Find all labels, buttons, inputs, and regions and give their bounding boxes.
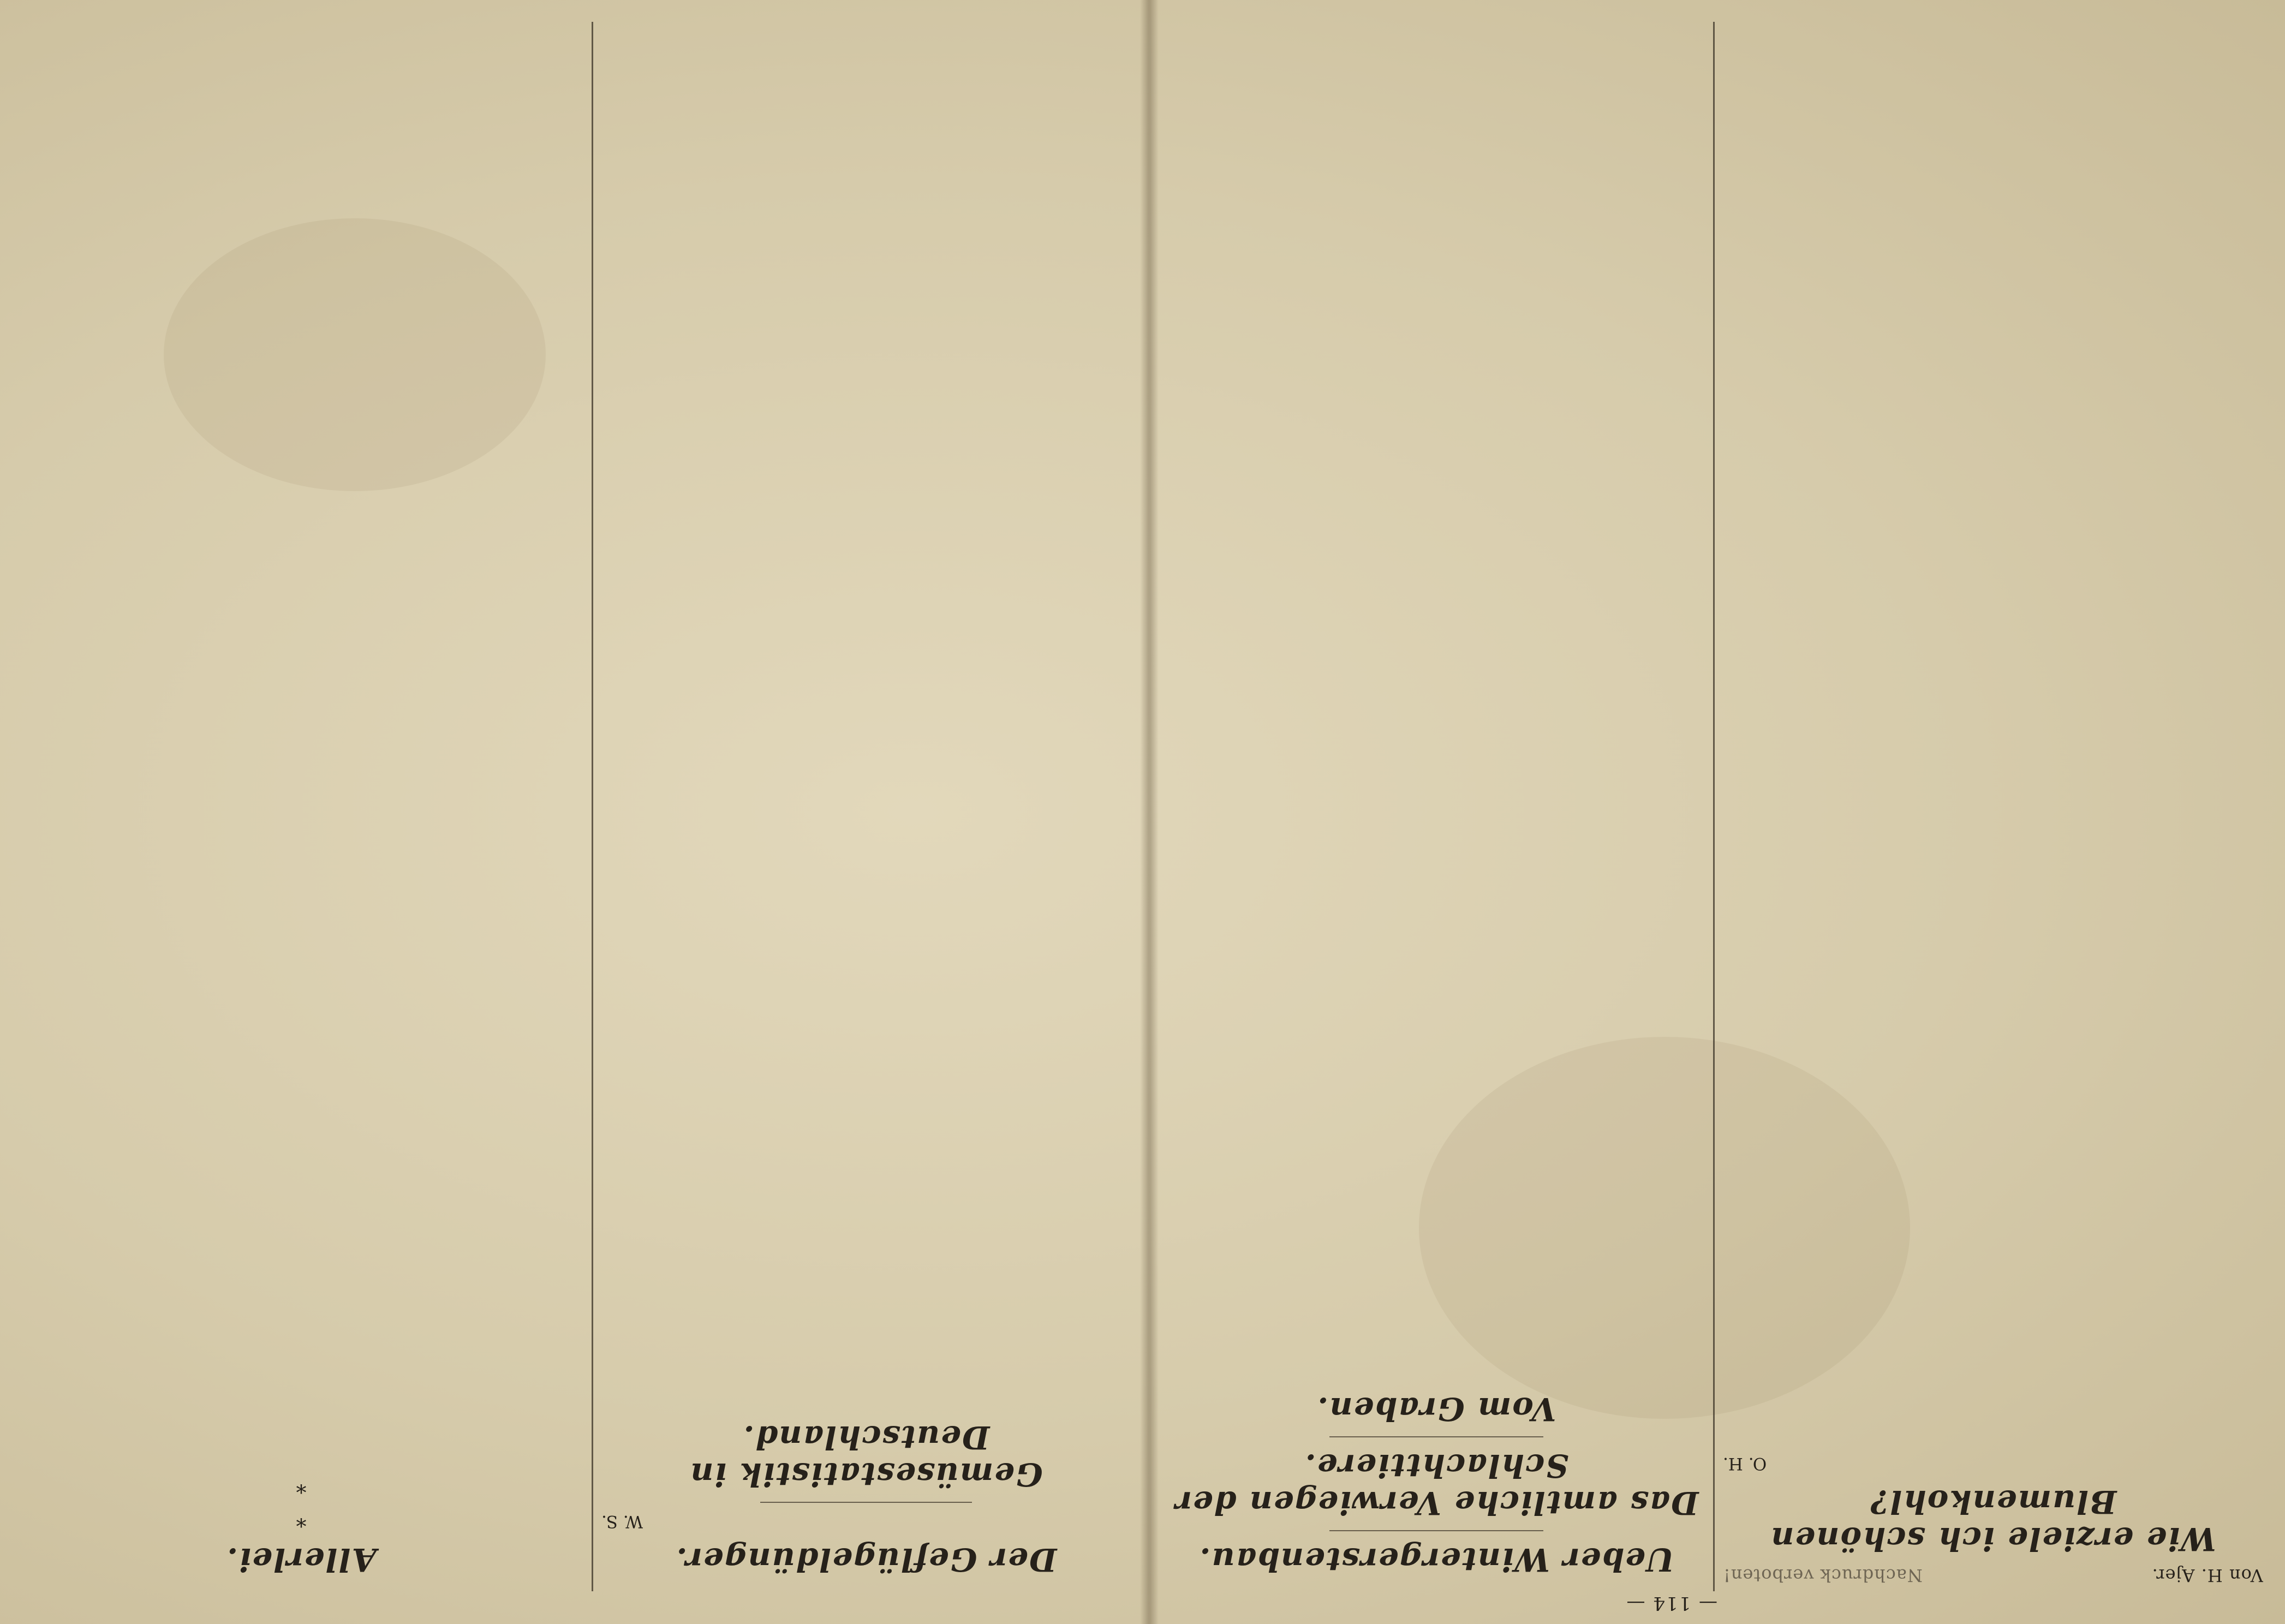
- section-star: *: [296, 1507, 307, 1531]
- section-star: *: [296, 1473, 307, 1497]
- column-1: [1723, 27, 2263, 1586]
- column-4: [20, 27, 582, 1586]
- section-divider: [1329, 1436, 1543, 1437]
- byline: [1723, 1565, 2263, 1586]
- section-divider: [1329, 1530, 1543, 1531]
- article-headline: Vom Graben.: [1316, 1390, 1556, 1428]
- center-fold: [1140, 0, 1159, 1624]
- column-rule: [592, 22, 593, 1591]
- section-divider: [760, 1502, 972, 1503]
- reprint-note: Nachdruck verboten!: [1723, 1565, 1923, 1586]
- article-headline: Wie erziele ich schönen Blumenkohl?: [1770, 1483, 2216, 1557]
- byline-author: Von H. Ajer.: [2151, 1565, 2263, 1586]
- article-signature: W. S.: [601, 1512, 643, 1531]
- column-rule: [1713, 22, 1715, 1591]
- article-headline: Ueber Wintergerstenbau.: [1198, 1541, 1674, 1578]
- column-3: [601, 27, 1131, 1586]
- article-headline: Das amtliche Verwiegen der Schlachttiere.: [1174, 1447, 1699, 1521]
- page-number: — 114 —: [1625, 1592, 1717, 1614]
- column-2: [1169, 27, 1704, 1586]
- article-headline: Gemüsestatistik in Deutschland.: [689, 1419, 1043, 1493]
- article-headline: Allerlei.: [226, 1541, 377, 1578]
- article-signature: O. H.: [1723, 1454, 1767, 1473]
- article-headline: Der Geflügeldünger.: [675, 1541, 1057, 1578]
